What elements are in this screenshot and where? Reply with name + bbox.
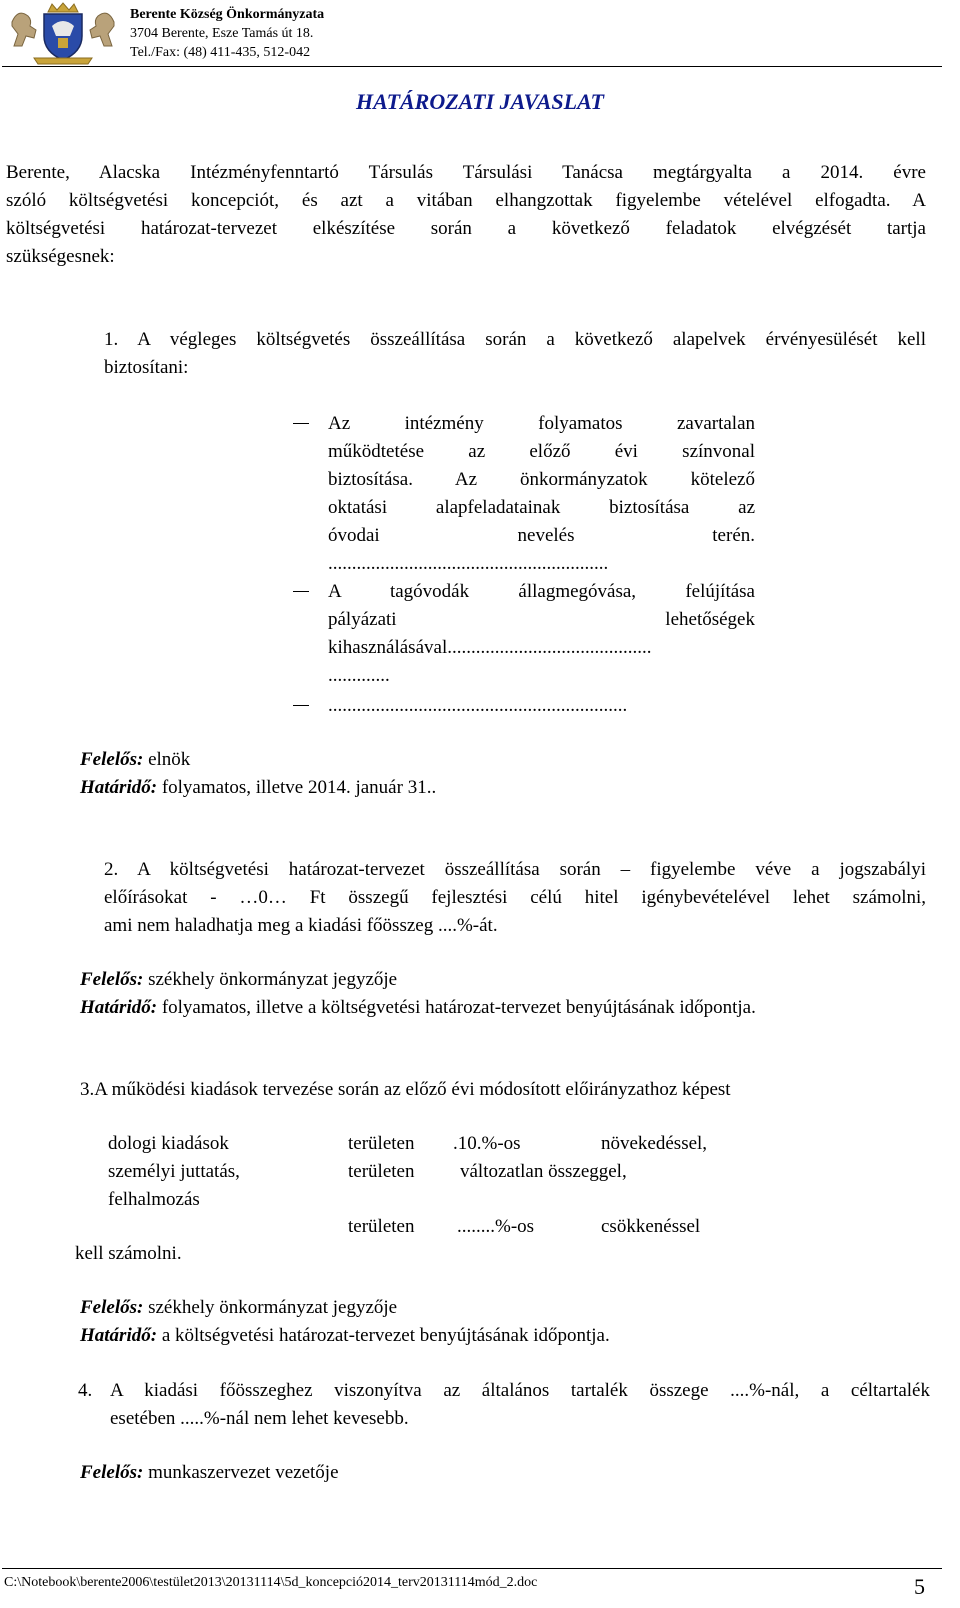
item3-row1-col3: .10.%-os <box>453 1133 521 1154</box>
bullet1-line-5: óvodai nevelés terén. <box>328 525 755 546</box>
intro-line-2: szóló költségvetési koncepciót, és azt a vitában elhangzottak figyelembe vételével elfogadta. A <box>6 190 926 211</box>
item3-line-1: 3.A működési kiadások tervezése során az előző évi módosított előirányzathoz képest <box>80 1079 731 1100</box>
hatarido-value: folyamatos, illetve 2014. január 31.. <box>157 777 437 798</box>
item1-line-2: biztosítani: <box>104 357 189 378</box>
header-divider <box>2 66 942 67</box>
item3-row2-col1: személyi juttatás, <box>108 1161 240 1182</box>
intro-line-1: Berente, Alacska Intézményfenntartó Társulás Társulási Tanácsa megtárgyalta a 2014. évre <box>6 162 926 183</box>
bullet2-line-1: A tagóvodák állagmegóvása, felújítása <box>328 581 755 602</box>
intro-line-4: szükségesnek: <box>6 246 115 267</box>
footer-divider <box>2 1568 942 1569</box>
item2-line-1: 2. A költségvetési határozat-tervezet összeállítása során – figyelembe véve a jogszabályi <box>104 859 926 880</box>
hatarido-value: a költségvetési határozat-tervezet benyújtásának időpontja. <box>157 1325 610 1346</box>
item4-felelos <box>80 1459 339 1486</box>
item3-row1-col2: területen <box>348 1133 415 1154</box>
item3-hatarido <box>80 1322 610 1349</box>
item3-row4-col4: csökkenéssel <box>601 1216 701 1237</box>
item1-hatarido <box>80 774 436 801</box>
bullet1-line-2: működtetése az előző évi színvonal <box>328 441 755 462</box>
felelos-label: Felelős: <box>80 1297 144 1318</box>
felelos-value: székhely önkormányzat jegyzője <box>143 969 398 990</box>
bullet-dash-2 <box>293 591 309 592</box>
hatarido-label: Határidő: <box>80 997 158 1018</box>
bullet1-line-4: oktatási alapfeladatainak biztosítása az <box>328 497 755 518</box>
item1-felelos <box>80 746 190 773</box>
item3-closing: kell számolni. <box>75 1243 182 1264</box>
bullet2-line-3: kihasználásával........................................... <box>328 637 652 658</box>
page-number: 5 <box>914 1574 925 1599</box>
item3-row4-col3: ........%-os <box>457 1216 535 1237</box>
item2-line-3: ami nem haladhatja meg a kiadási főösszeg ....%-át. <box>104 915 498 936</box>
item4-line-1: A kiadási főösszeghez viszonyítva az általános tartalék összege ....%-nál, a céltartalék <box>110 1380 930 1401</box>
org-name: Berente Község Önkormányzata <box>130 7 325 22</box>
hatarido-label: Határidő: <box>80 1325 158 1346</box>
org-phone: Tel./Fax: (48) 411-435, 512-042 <box>130 45 311 60</box>
bullet1-line-1: Az intézmény folyamatos zavartalan <box>328 413 755 434</box>
item3-row4-col2: területen <box>348 1216 415 1237</box>
item2-line-2: előírásokat - …0… Ft összegű fejlesztési célú hitel igénybevételével lehet számolni, <box>104 887 926 908</box>
org-address: 3704 Berente, Esze Tamás út 18. <box>130 26 314 41</box>
coat-of-arms-logo <box>8 2 118 68</box>
bullet-dash-1 <box>293 423 309 424</box>
item3-row2-col2: területen <box>348 1161 415 1182</box>
item4-line-2: esetében .....%-nál nem lehet kevesebb. <box>110 1408 409 1429</box>
item3-row1-col4: növekedéssel, <box>601 1133 708 1154</box>
felelos-label: Felelős: <box>80 749 144 770</box>
felelos-label: Felelős: <box>80 969 144 990</box>
bullet-dash-3 <box>293 705 309 706</box>
item3-row3-col1: felhalmozás <box>108 1189 200 1210</box>
bullet2-line-2: pályázati lehetőségek <box>328 609 755 630</box>
item3-felelos <box>80 1294 397 1321</box>
hatarido-value: folyamatos, illetve a költségvetési határozat-tervezet benyújtásának időpontja. <box>157 997 756 1018</box>
felelos-value: elnök <box>143 749 191 770</box>
bullet1-line-6: ........................................................... <box>328 553 609 574</box>
item4-number: 4. <box>78 1380 93 1401</box>
bullet2-line-4: ............. <box>328 665 390 686</box>
page-title: HATÁROZATI JAVASLAT <box>356 89 604 114</box>
item2-felelos <box>80 966 397 993</box>
item3-row2-col3: változatlan összeggel, <box>460 1161 627 1182</box>
hatarido-label: Határidő: <box>80 777 158 798</box>
intro-line-3: költségvetési határozat-tervezet elkészítése során a következő feladatok elvégzését tartja <box>6 218 926 239</box>
item1-line-1: 1. A végleges költségvetés összeállítása során a következő alapelvek érvényesülését kell <box>104 329 926 350</box>
footer-file-path: C:\Notebook\berente2006\testület2013\20131114\5d_koncepció2014_terv20131114mód_2.doc <box>4 1575 538 1590</box>
item2-hatarido <box>80 994 756 1021</box>
bullet3-line: ............................................................... <box>328 695 628 716</box>
felelos-value: munkaszervezet vezetője <box>143 1462 339 1483</box>
felelos-label: Felelős: <box>80 1462 144 1483</box>
item3-row1-col1: dologi kiadások <box>108 1133 229 1154</box>
felelos-value: székhely önkormányzat jegyzője <box>143 1297 398 1318</box>
bullet1-line-3: biztosítása. Az önkormányzatok kötelező <box>328 469 755 490</box>
